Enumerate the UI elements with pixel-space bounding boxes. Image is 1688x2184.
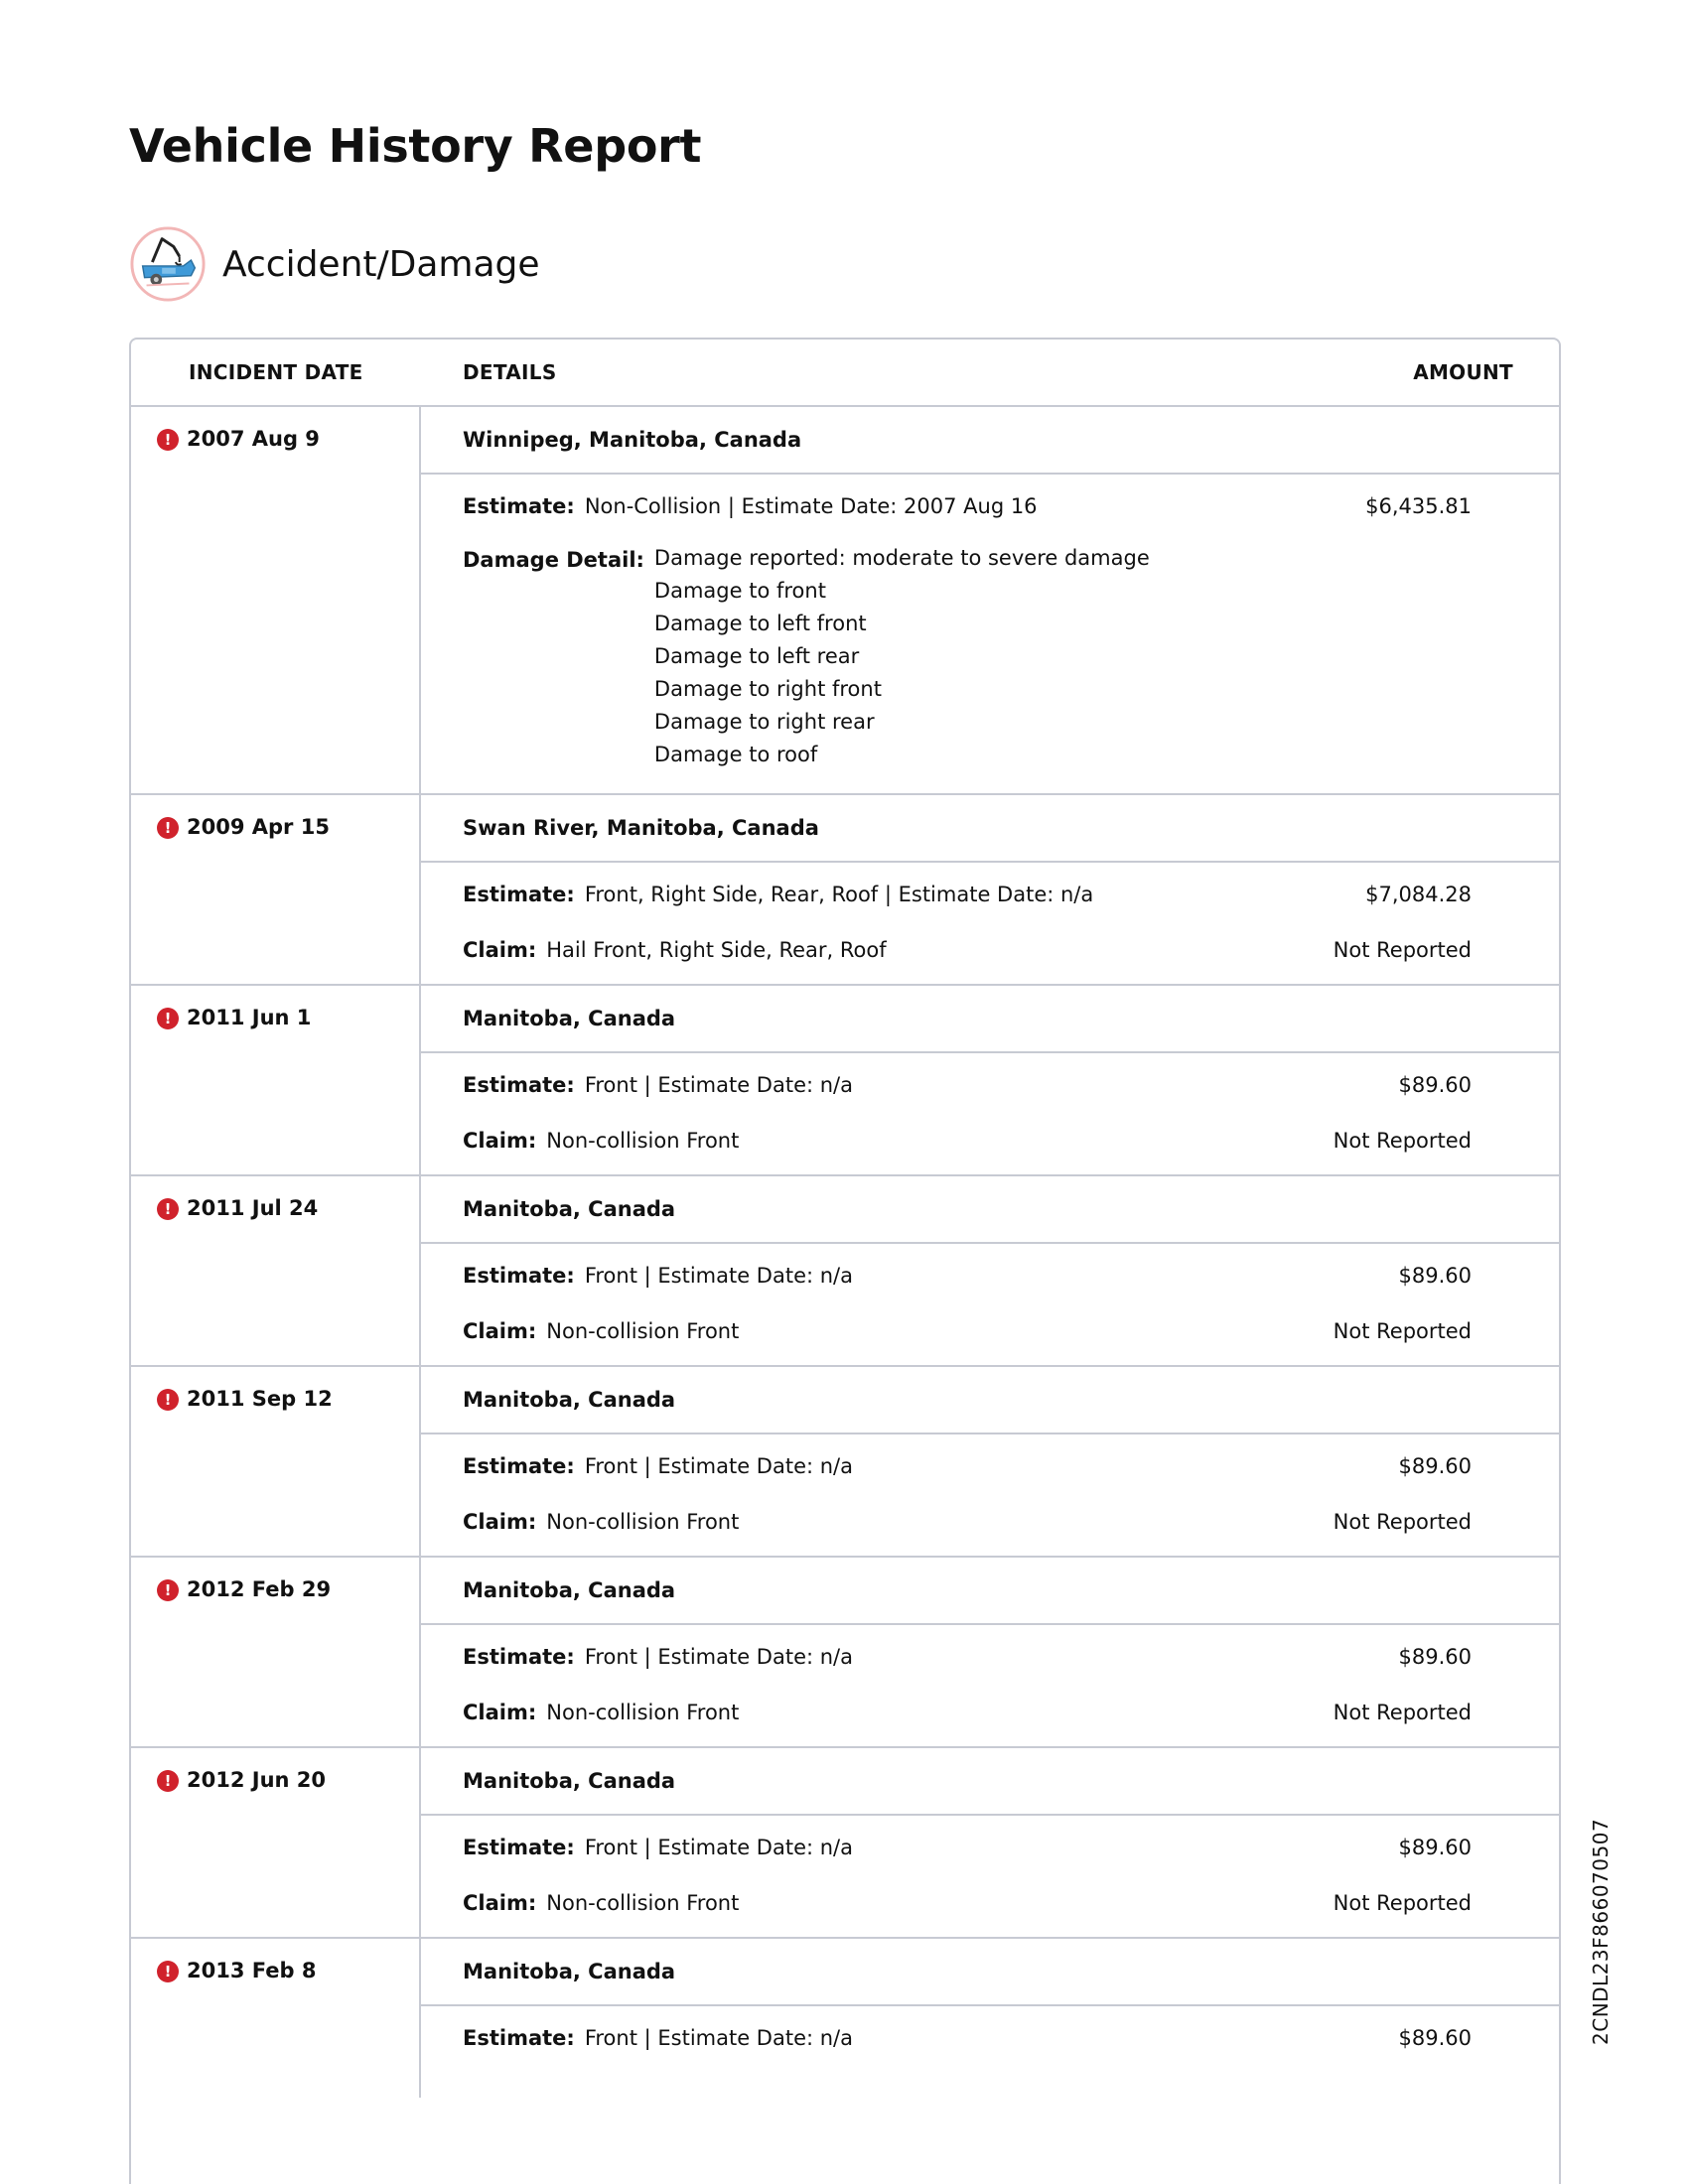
- claim-amount: Not Reported: [1333, 1510, 1472, 1534]
- claim-text: Hail Front, Right Side, Rear, Roof: [546, 938, 887, 962]
- claim-text: Non-collision Front: [546, 1319, 740, 1343]
- estimate-row: [421, 1264, 1559, 1288]
- alert-icon: !: [157, 1008, 179, 1029]
- incident-location: Manitoba, Canada: [421, 1558, 1559, 1625]
- estimate-text: Front | Estimate Date: n/a: [584, 2026, 853, 2050]
- estimate-amount: $89.60: [1398, 1836, 1472, 1859]
- claim-label: Claim:: [463, 1701, 537, 1724]
- incident-date-cell: [131, 1367, 421, 1556]
- claim-row: [421, 1701, 1559, 1724]
- section-header: [129, 224, 540, 304]
- incident-row: [131, 407, 1559, 795]
- claim-label: Claim:: [463, 1891, 537, 1915]
- incident-row: [131, 1176, 1559, 1367]
- incident-date: 2007 Aug 9: [187, 427, 320, 451]
- alert-icon: !: [157, 1961, 179, 1982]
- header-incident-date: INCIDENT DATE: [189, 360, 363, 384]
- claim-amount: Not Reported: [1333, 1891, 1472, 1915]
- incident-location: Manitoba, Canada: [421, 1176, 1559, 1244]
- claim-amount: Not Reported: [1333, 938, 1472, 962]
- incident-date-cell: [131, 795, 421, 984]
- damage-detail-item: Damage reported: moderate to severe damage: [653, 546, 1150, 570]
- incident-location: Manitoba, Canada: [421, 1748, 1559, 1816]
- incident-date-cell: [131, 1176, 421, 1365]
- incident-date-cell: [131, 407, 421, 793]
- estimate-label: Estimate:: [463, 1073, 575, 1097]
- incident-location: Manitoba, Canada: [421, 1939, 1559, 2006]
- incident-row: [131, 986, 1559, 1176]
- incident-row: [131, 1367, 1559, 1558]
- estimate-amount: $89.60: [1398, 1264, 1472, 1288]
- damage-detail-item: Damage to left rear: [653, 644, 860, 668]
- estimate-label: Estimate:: [463, 883, 575, 906]
- damage-detail-item: Damage to front: [653, 579, 826, 603]
- claim-amount: Not Reported: [1333, 1319, 1472, 1343]
- claim-label: Claim:: [463, 1129, 537, 1153]
- estimate-row: [421, 2026, 1559, 2050]
- claim-label: Claim:: [463, 1510, 537, 1534]
- claim-label: Claim:: [463, 1319, 537, 1343]
- incident-row: [131, 1558, 1559, 1748]
- claim-amount: Not Reported: [1333, 1701, 1472, 1724]
- alert-icon: !: [157, 1770, 179, 1792]
- table-header: [131, 340, 1559, 407]
- estimate-text: Front | Estimate Date: n/a: [584, 1645, 853, 1669]
- header-details: DETAILS: [463, 360, 557, 384]
- claim-text: Non-collision Front: [546, 1510, 740, 1534]
- vin-number: 2CNDL23F866070507: [1589, 1818, 1613, 2045]
- estimate-label: Estimate:: [463, 1645, 575, 1669]
- claim-amount: Not Reported: [1333, 1129, 1472, 1153]
- incident-date: 2009 Apr 15: [187, 815, 330, 839]
- incident-location: Manitoba, Canada: [421, 1367, 1559, 1434]
- incident-details: [421, 1939, 1559, 2098]
- incident-row: [131, 1939, 1559, 2098]
- incident-date: 2011 Jul 24: [187, 1196, 319, 1220]
- alert-icon: !: [157, 1198, 179, 1220]
- estimate-text: Front | Estimate Date: n/a: [584, 1073, 853, 1097]
- incident-location: Manitoba, Canada: [421, 986, 1559, 1053]
- incident-details: [421, 1367, 1559, 1556]
- header-amount: AMOUNT: [1413, 360, 1513, 384]
- claim-row: [421, 1319, 1559, 1343]
- incident-date-cell: [131, 1558, 421, 1746]
- alert-icon: !: [157, 1579, 179, 1601]
- estimate-label: Estimate:: [463, 1264, 575, 1288]
- accident-damage-table: [129, 338, 1561, 2184]
- estimate-amount: $89.60: [1398, 1073, 1472, 1097]
- claim-text: Non-collision Front: [546, 1129, 740, 1153]
- estimate-text: Front | Estimate Date: n/a: [584, 1836, 853, 1859]
- claim-row: [421, 1510, 1559, 1534]
- damage-detail-item: Damage to right rear: [653, 710, 875, 734]
- estimate-label: Estimate:: [463, 2026, 575, 2050]
- claim-label: Claim:: [463, 938, 537, 962]
- estimate-amount: $7,084.28: [1365, 883, 1472, 906]
- damage-detail-item: Damage to roof: [653, 743, 818, 766]
- estimate-amount: $89.60: [1398, 1454, 1472, 1478]
- estimate-text: Non-Collision | Estimate Date: 2007 Aug 16: [584, 494, 1038, 518]
- incident-date: 2011 Jun 1: [187, 1006, 312, 1029]
- incident-details: [421, 1748, 1559, 1937]
- incident-details: [421, 407, 1559, 793]
- estimate-row: [421, 1073, 1559, 1097]
- section-title: Accident/Damage: [222, 243, 540, 285]
- estimate-text: Front | Estimate Date: n/a: [584, 1454, 853, 1478]
- tow-truck-icon: [129, 225, 207, 303]
- incident-date-cell: [131, 1748, 421, 1937]
- incident-location: Swan River, Manitoba, Canada: [421, 795, 1559, 863]
- incident-date: 2012 Feb 29: [187, 1577, 332, 1601]
- estimate-row: [421, 494, 1559, 518]
- estimate-label: Estimate:: [463, 1454, 575, 1478]
- damage-detail-list: [654, 548, 1150, 771]
- incident-details: [421, 1558, 1559, 1746]
- incident-details: [421, 986, 1559, 1174]
- incident-location: Winnipeg, Manitoba, Canada: [421, 407, 1559, 475]
- incident-date: 2011 Sep 12: [187, 1387, 333, 1411]
- damage-detail-item: Damage to left front: [653, 612, 867, 635]
- incident-details: [421, 1176, 1559, 1365]
- estimate-row: [421, 1454, 1559, 1478]
- incident-date: 2013 Feb 8: [187, 1959, 317, 1982]
- damage-detail-label: Damage Detail:: [463, 548, 644, 572]
- damage-detail-item: Damage to right front: [653, 677, 882, 701]
- estimate-text: Front, Right Side, Rear, Roof | Estimate Date: n/a: [584, 883, 1094, 906]
- estimate-label: Estimate:: [463, 494, 575, 518]
- claim-text: Non-collision Front: [546, 1701, 740, 1724]
- alert-icon: !: [157, 1389, 179, 1411]
- alert-icon: !: [157, 429, 179, 451]
- estimate-row: [421, 1836, 1559, 1859]
- claim-row: [421, 938, 1559, 962]
- incident-row: [131, 795, 1559, 986]
- estimate-amount: $89.60: [1398, 1645, 1472, 1669]
- damage-detail-block: [421, 548, 1559, 771]
- alert-icon: !: [157, 817, 179, 839]
- estimate-label: Estimate:: [463, 1836, 575, 1859]
- page-title: Vehicle History Report: [129, 119, 702, 173]
- claim-row: [421, 1891, 1559, 1915]
- incident-row: [131, 1748, 1559, 1939]
- claim-row: [421, 1129, 1559, 1153]
- incident-details: [421, 795, 1559, 984]
- estimate-row: [421, 1645, 1559, 1669]
- estimate-text: Front | Estimate Date: n/a: [584, 1264, 853, 1288]
- incident-date-cell: [131, 986, 421, 1174]
- incident-date: 2012 Jun 20: [187, 1768, 327, 1792]
- estimate-amount: $89.60: [1398, 2026, 1472, 2050]
- claim-text: Non-collision Front: [546, 1891, 740, 1915]
- estimate-amount: $6,435.81: [1365, 494, 1472, 518]
- estimate-row: [421, 883, 1559, 906]
- incident-date-cell: [131, 1939, 421, 2098]
